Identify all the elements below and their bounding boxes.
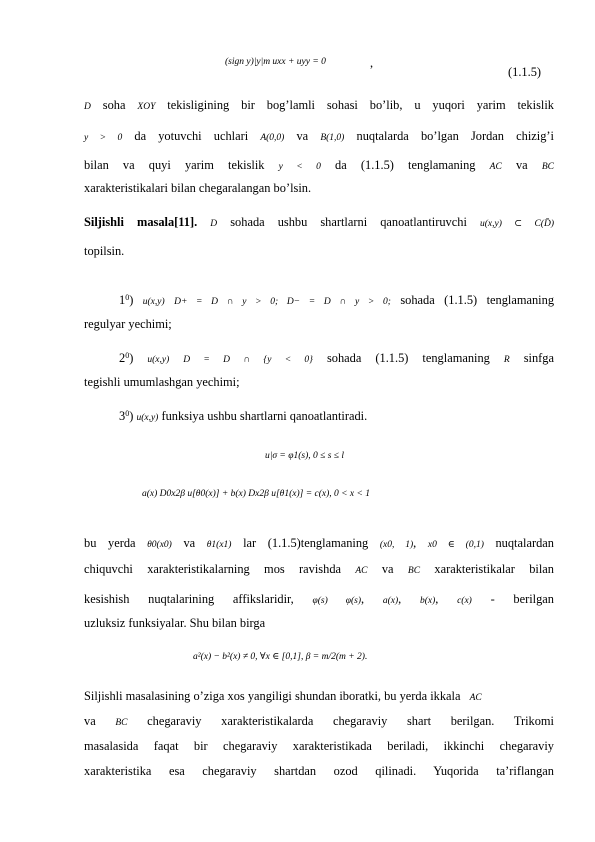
boundary-condition-2: a(x) D0x2β u[θ0(x)] + b(x) Dx2β u[θ1(x)] = c(x), 0 < x < 1: [142, 489, 371, 499]
problem-line1: Siljishli masala[11]. D sohada ushbu shartlarni qanoatlantiruvchi u(x,y) ⊂ C(D̄): [84, 215, 554, 229]
p1-line4: xarakteristikalari bilan chegaralangan bo’lsin.: [84, 181, 312, 195]
condition-1-line2: regulyar yechimi;: [84, 317, 172, 331]
condition-1-line1: $1^0$) u(x,y) D+ = D ∩ y > 0; D− = D ∩ y > 0; sohada (1.1.5) tenglamaning: [119, 293, 555, 307]
p3-line2: va BC chegaraviy xarakteristikalarda chegaraviy shart berilgan. Trikomi: [84, 714, 554, 728]
equation-punct: ,: [370, 56, 374, 70]
condition-2-line1: $2^0$) u(x,y) D = D ∩ {y < 0} sohada (1.1.5) tenglamaning R sinfga: [119, 351, 554, 365]
equation-number: (1.1.5): [508, 65, 542, 79]
condition-3-line: $3^0$) u(x,y) funksiya ushbu shartlarni qanoatlantiradi.: [119, 409, 368, 423]
p2-line4: uzluksiz funksiyalar. Shu bilan birga: [84, 616, 266, 630]
p2-line2: chiquvchi xarakteristikalarning mos ravishda AC va BC xarakteristikalar bilan: [84, 562, 554, 576]
p2-line3: kesishish nuqtalarining affikslaridir, φ(s) φ(s), a(x), b(x), c(x) - berilgan: [84, 592, 554, 606]
condition-2-line2: tegishli umumlashgan yechimi;: [84, 375, 240, 389]
p1-line1: D soha XOY tekisligining bir bog’lamli sohasi bo’lib, u yuqori yarim tekislik: [84, 98, 554, 112]
p1-line2: y > 0 da yotuvchi uchlari A(0,0) va B(1,0) nuqtalarda bo’lgan Jordan chizig’i: [84, 129, 554, 143]
p3-line1: Siljishli masalasining o’ziga xos yangiligi shundan iboratki, bu yerda ikkala AC: [84, 689, 482, 703]
p3-line3: masalasida faqat bir chegaraviy xarakteristikada beriladi, ikkinchi chegaraviy: [84, 739, 554, 753]
p2-line1: bu yerda θ0(x0) va θ1(x1) lar (1.1.5)tenglamaning (x0, 1), x0 ∈ (0,1) nuqtalardan: [84, 536, 554, 550]
equation-formula: (sign y)|y|m uxx + uyy = 0: [225, 57, 326, 67]
p3-line4: xarakteristika esa chegaraviy shartdan ozod qilinadi. Yuqorida ta’riflangan: [84, 764, 554, 778]
coefficient-condition: a²(x) − b²(x) ≠ 0, ∀x ∈ [0,1], β = m/2(m + 2).: [193, 652, 368, 662]
p1-line3: bilan va quyi yarim tekislik y < 0 da (1.1.5) tenglamaning AC va BC: [84, 158, 554, 172]
problem-line2: topilsin.: [84, 244, 125, 258]
problem-title: Siljishli masala[11].: [84, 215, 198, 229]
boundary-condition-1: u|σ = φ1(s), 0 ≤ s ≤ l: [265, 451, 345, 461]
